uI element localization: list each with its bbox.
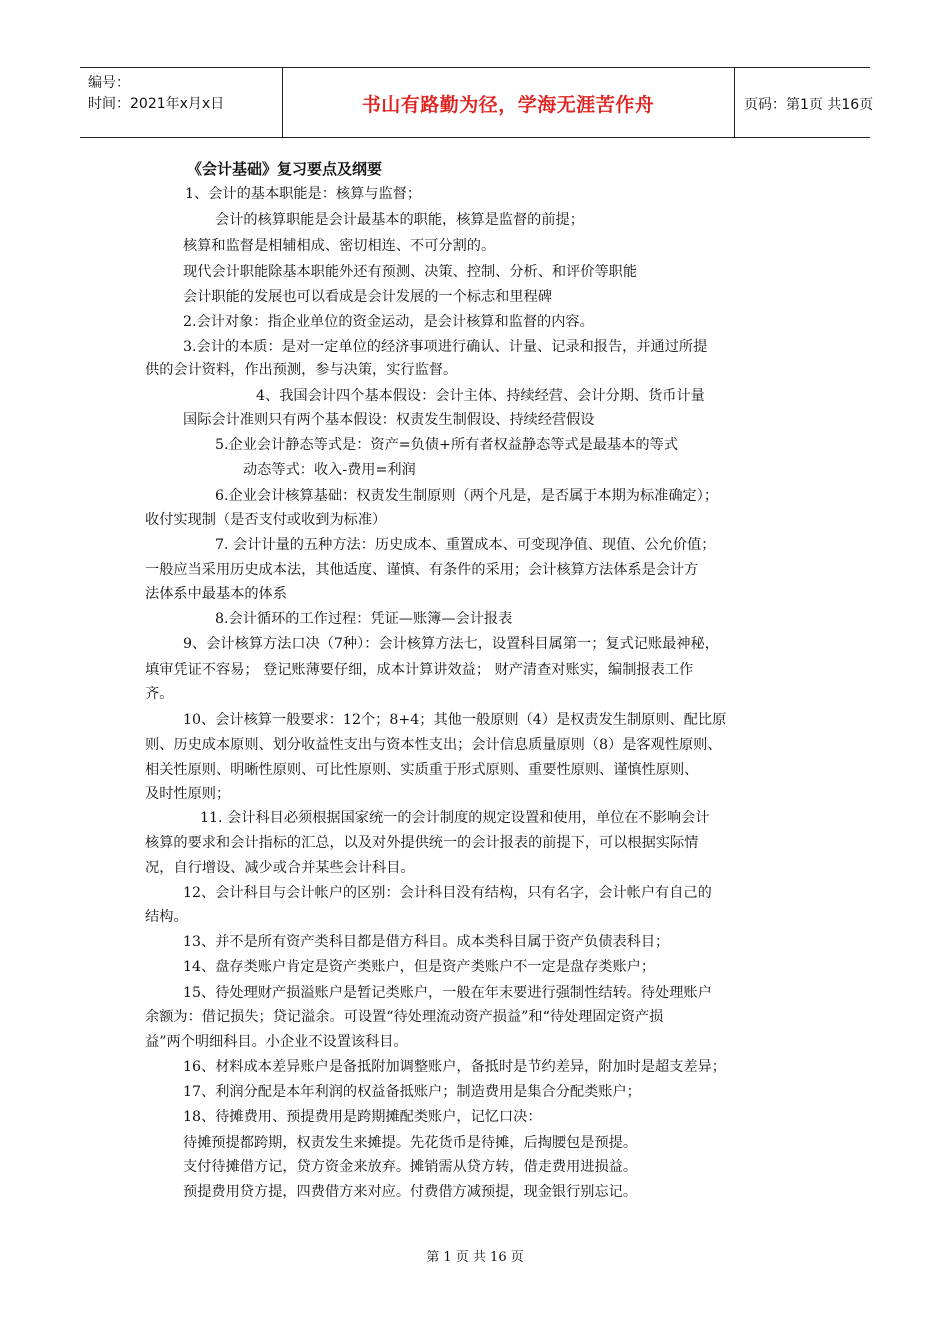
text-line: 1、会计的基本职能是：核算与监督； [185, 186, 422, 202]
text-line: 17、利润分配是本年利润的权益备抵账户；制造费用是集合分配类账户； [183, 1084, 641, 1100]
text-line: 待摊预提都跨期，权责发生来摊提。先花货币是待摊，后掏腰包是预提。 [183, 1135, 638, 1151]
text-line: 18、待摊费用、预提费用是跨期摊配类账户，记忆口决： [183, 1109, 542, 1125]
text-line: 12、会计科目与会计帐户的区别：会计科目没有结构，只有名字，会计帐户有自己的 [183, 885, 712, 901]
number-label: 编号： [88, 75, 130, 91]
text-line: 收付实现制（是否支付或收到为标准） [145, 512, 387, 528]
text-line: 相关性原则、明晰性原则、可比性原则、实质重于形式原则、重要性原则、谨慎性原则、 [145, 762, 699, 778]
motto-text: 书山有路勤为径，学海无涯苦作舟 [361, 94, 655, 116]
text-line: 9、会计核算方法口决（7种）：会计核算方法七，设置科目属第一；复式记账最神秘， [183, 636, 719, 652]
text-line: 8.会计循环的工作过程：凭证—账簿—会计报表 [215, 611, 513, 627]
text-line: 5.企业会计静态等式是：资产=负债+所有者权益静态等式是最基本的等式 [215, 437, 678, 453]
text-line: 余额为：借记损失；贷记溢余。可设置“待处理流动资产损益”和“待处理固定资产损 [145, 1009, 664, 1025]
text-line: 法体系中最基本的体系 [145, 586, 287, 602]
text-line: 益”两个明细科目。小企业不设置该科目。 [145, 1034, 408, 1050]
text-line: 及时性原则； [145, 786, 231, 802]
text-line: 会计职能的发展也可以看成是会计发展的一个标志和里程碑 [183, 289, 552, 305]
text-line: 14、盘存类账户肯定是资产类账户，但是资产类账户不一定是盘存类账户； [183, 959, 656, 975]
text-line: 结构。 [145, 909, 188, 925]
text-line: 核算和监督是相辅相成、密切相连、不可分割的。 [183, 238, 496, 254]
page-label: 页码：第1页 共16页 [744, 97, 874, 113]
page-footer: 第 1 页 共 16 页 [426, 1250, 524, 1265]
text-line: 7. 会计计量的五种方法：历史成本、重置成本、可变现净值、现值、公允价值； [215, 537, 716, 553]
text-line: 填审凭证不容易； 登记账薄要仔细，成本计算讲效益； 财产清查对账实，编制报表工作 [145, 662, 694, 678]
text-line: 6.企业会计核算基础：权责发生制原则（两个凡是，是否属于本期为标准确定）； [215, 488, 719, 504]
text-line: 现代会计职能除基本职能外还有预测、决策、控制、分析、和评价等职能 [183, 264, 638, 280]
text-line: 2.会计对象：指企业单位的资金运动，是会计核算和监督的内容。 [183, 314, 594, 330]
text-line: 况，自行增设、减少或合并某些会计科目。 [145, 860, 415, 876]
text-line: 支付待摊借方记，贷方资金来放弃。摊销需从贷方转，借走费用进损益。 [183, 1159, 638, 1175]
text-line: 供的会计资料，作出预测，参与决策，实行监督。 [145, 362, 458, 378]
text-line: 4、我国会计四个基本假设：会计主体、持续经营、会计分期、货币计量 [256, 388, 705, 404]
date-label: 时间：2021年x月x日 [88, 96, 225, 112]
text-line: 10、会计核算一般要求：12个；8+4；其他一般原则（4）是权责发生制原则、配比原 [183, 712, 727, 728]
text-line: 13、并不是所有资产类科目都是借方科目。成本类科目属于资产负债表科目； [183, 934, 670, 950]
text-line: 16、材料成本差异账户是备抵附加调整账户，备抵时是节约差异，附加时是超支差异； [183, 1059, 726, 1075]
text-line: 预提费用贷方提，四费借方来对应。付费借方减预提，现金银行别忘记。 [183, 1184, 638, 1200]
text-line: 核算的要求和会计指标的汇总，以及对外提供统一的会计报表的前提下，可以根据实际情 [145, 835, 699, 851]
text-line: 11. 会计科目必须根据国家统一的会计制度的规定设置和使用，单位在不影响会计 [200, 810, 710, 826]
text-line: 则、历史成本原则、划分收益性支出与资本性支出；会计信息质量原则（8）是客观性原则、 [145, 737, 722, 753]
text-line: 会计的核算职能是会计最基本的职能，核算是监督的前提； [215, 212, 584, 228]
document-title: 《会计基础》复习要点及纲要 [187, 160, 383, 178]
text-line: 齐。 [145, 686, 174, 702]
text-line: 3.会计的本质：是对一定单位的经济事项进行确认、计量、记录和报告，并通过所提 [183, 339, 708, 355]
text-line: 国际会计准则只有两个基本假设：权责发生制假设、持续经营假设 [183, 412, 595, 428]
text-line: 一般应当采用历史成本法，其他适度、谨慎、有条件的采用；会计核算方法体系是会计方 [145, 562, 699, 578]
text-line: 动态等式：收入-费用=利润 [243, 462, 416, 478]
text-line: 15、待处理财产损溢账户是暂记类账户，一般在年末要进行强制性结转。待处理账户 [183, 985, 712, 1001]
